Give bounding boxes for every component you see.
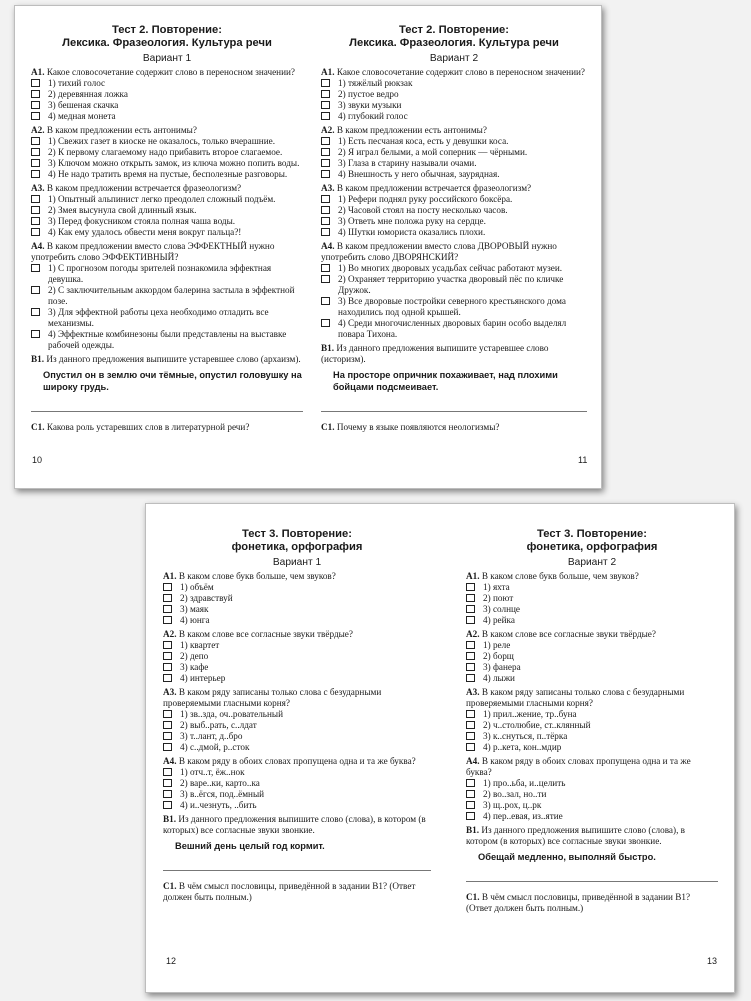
- checkbox-icon[interactable]: [31, 330, 40, 338]
- question-text: В чём смысл пословицы, приведённой в задании В1? (Ответ должен быть полным.): [466, 892, 691, 913]
- option-text: 2) ч..столюбие, ст..клянный: [483, 720, 591, 730]
- question-text: В каком предложении встречается фразеологизм?: [46, 183, 242, 193]
- question-a2: [163, 629, 431, 640]
- question-label: А1.: [31, 67, 45, 77]
- option-text: 1) про..ьба, и..целить: [483, 778, 566, 788]
- option-text: 4) юнга: [180, 615, 210, 625]
- option-text: 3) Глаза в старину называли очами.: [338, 158, 477, 168]
- answer-option[interactable]: [163, 767, 431, 778]
- checkbox-icon[interactable]: [466, 594, 475, 602]
- option-text: 1) Рефери поднял руку российского боксёра.: [338, 194, 513, 204]
- checkbox-icon[interactable]: [163, 583, 172, 591]
- option-text: 2) здравствуй: [180, 593, 233, 603]
- test-title: Тест 2. Повторение:: [111, 24, 222, 36]
- question-label: В1.: [163, 814, 177, 824]
- checkbox-icon[interactable]: [466, 605, 475, 613]
- checkbox-icon[interactable]: [466, 652, 475, 660]
- option-text: 3) т..лант, д..бро: [180, 731, 243, 741]
- question-label: А3.: [31, 183, 45, 193]
- answer-option[interactable]: [466, 789, 718, 800]
- answer-option[interactable]: [466, 615, 718, 626]
- answer-option[interactable]: [466, 640, 718, 651]
- checkbox-icon[interactable]: [321, 217, 330, 225]
- checkbox-icon[interactable]: [163, 616, 172, 624]
- answer-option[interactable]: [163, 615, 431, 626]
- answer-option[interactable]: [163, 720, 431, 731]
- checkbox-icon[interactable]: [163, 790, 172, 798]
- checkbox-icon[interactable]: [163, 663, 172, 671]
- option-text: 1) Свежих газет в киоске не оказалось, только вчерашние.: [48, 136, 275, 146]
- option-text: 2) Змея высунула свой длинный язык.: [48, 205, 197, 215]
- question-label: А1.: [163, 571, 177, 581]
- question-label: А3.: [466, 687, 480, 697]
- answer-option[interactable]: [466, 673, 718, 684]
- question-a4: [466, 756, 718, 778]
- option-text: 3) Перед фокусником стояла полная чаша воды.: [48, 216, 236, 226]
- answer-option[interactable]: [31, 194, 303, 205]
- variant-label: Вариант 2: [567, 557, 617, 568]
- variant-label: Вариант 2: [429, 53, 479, 64]
- question-text: Из данного предложения выпишите устаревшее слово (историзм).: [321, 343, 549, 364]
- checkbox-icon[interactable]: [466, 779, 475, 787]
- option-text: 1) Опытный альпинист легко преодолел сложный подъём.: [48, 194, 276, 204]
- test-title: Тест 2. Повторение:: [398, 24, 509, 36]
- answer-option[interactable]: [31, 111, 303, 122]
- question-text: В каком слове букв больше, чем звуков?: [481, 571, 639, 581]
- question-a2: [466, 629, 718, 640]
- page-11: [321, 24, 587, 433]
- answer-option[interactable]: [466, 742, 718, 753]
- answer-option[interactable]: [163, 709, 431, 720]
- option-text: 4) с..дмой, р..сток: [180, 742, 250, 752]
- answer-option[interactable]: [31, 100, 303, 111]
- answer-option[interactable]: [163, 593, 431, 604]
- divider: [321, 411, 587, 412]
- question-label: А2.: [163, 629, 177, 639]
- answer-option[interactable]: [31, 307, 303, 329]
- question-text: Из данного предложения выпишите слово (слова), в котором (в которых) все согласные звуки звонкие.: [466, 825, 685, 846]
- divider: [466, 881, 718, 882]
- option-text: 4) Как ему удалось обвести меня вокруг пальца?!: [48, 227, 242, 237]
- option-text: 2) варе..ки, карто..ка: [180, 778, 260, 788]
- answer-option[interactable]: [321, 169, 587, 180]
- answer-option[interactable]: [321, 318, 587, 340]
- answer-option[interactable]: [163, 731, 431, 742]
- checkbox-icon[interactable]: [31, 79, 40, 87]
- checkbox-icon[interactable]: [321, 112, 330, 120]
- option-text: 4) Шутки юмориста оказались плохи.: [338, 227, 486, 237]
- checkbox-icon[interactable]: [163, 743, 172, 751]
- answer-option[interactable]: [163, 582, 431, 593]
- question-a4: [163, 756, 431, 767]
- answer-option[interactable]: [466, 662, 718, 673]
- question-text: Из данного предложения выпишите слово (слова), в котором (в которых) все согласные звуки звонкие.: [163, 814, 426, 835]
- page-13: [466, 528, 718, 914]
- question-text: Какое словосочетание содержит слово в переносном значении?: [336, 67, 585, 77]
- option-text: 1) квартет: [180, 640, 220, 650]
- task-sentence: На просторе опричник похаживает, над плохими бойцами подсмеивает.: [333, 370, 558, 392]
- checkbox-icon[interactable]: [321, 319, 330, 327]
- page-number: 10: [32, 455, 43, 465]
- answer-option[interactable]: [31, 158, 303, 169]
- checkbox-icon[interactable]: [466, 663, 475, 671]
- answer-option[interactable]: [31, 89, 303, 100]
- option-text: 3) Для эффектной работы цеха необходимо отладить все механизмы.: [48, 307, 269, 328]
- variant-label: Вариант 1: [142, 53, 192, 64]
- answer-option[interactable]: [321, 205, 587, 216]
- checkbox-icon[interactable]: [321, 79, 330, 87]
- checkbox-icon[interactable]: [466, 674, 475, 682]
- option-text: 1) отч..т, ёж..нок: [180, 767, 245, 777]
- checkbox-icon[interactable]: [163, 674, 172, 682]
- option-text: 4) Внешность у него обычная, заурядная.: [338, 169, 500, 179]
- question-text: В каком предложении встречается фразеологизм?: [336, 183, 532, 193]
- answer-option[interactable]: [466, 604, 718, 615]
- question-text: В каком ряду записаны только слова с безударными проверяемыми гласными корня?: [466, 687, 685, 708]
- checkbox-icon[interactable]: [163, 801, 172, 809]
- answer-option[interactable]: [321, 263, 587, 274]
- question-c1: [466, 892, 718, 914]
- option-text: 2) выб..рать, с..лдат: [180, 720, 257, 730]
- option-text: 4) и..чезнуть, ..бить: [180, 800, 257, 810]
- question-label: А4.: [163, 756, 177, 766]
- option-text: 1) зв..зда, оч..ровательный: [180, 709, 284, 719]
- answer-option[interactable]: [31, 227, 303, 238]
- question-label: А2.: [466, 629, 480, 639]
- checkbox-icon[interactable]: [31, 170, 40, 178]
- answer-option[interactable]: [31, 78, 303, 89]
- option-text: 3) щ..рох, ц..рк: [483, 800, 542, 810]
- checkbox-icon[interactable]: [466, 801, 475, 809]
- checkbox-icon[interactable]: [466, 812, 475, 820]
- task-sentence: Опустил он в землю очи тёмные, опустил головушку на широку грудь.: [43, 370, 302, 392]
- book-spread-test-3: [145, 503, 735, 993]
- option-text: 4) Не надо тратить время на пустые, бесполезные разговоры.: [48, 169, 288, 179]
- question-text: Какова роль устаревших слов в литературной речи?: [46, 422, 250, 432]
- answer-option[interactable]: [466, 720, 718, 731]
- question-c1: [321, 422, 587, 433]
- divider: [163, 870, 431, 871]
- option-text: 3) к..снуться, п..тёрка: [483, 731, 568, 741]
- checkbox-icon[interactable]: [466, 710, 475, 718]
- option-text: 3) бешеная скачка: [48, 100, 119, 110]
- option-text: 3) фанера: [483, 662, 521, 672]
- checkbox-icon[interactable]: [163, 779, 172, 787]
- answer-option[interactable]: [466, 651, 718, 662]
- answer-option[interactable]: [321, 274, 587, 296]
- checkbox-icon[interactable]: [321, 101, 330, 109]
- test-subtitle: Лексика. Фразеология. Культура речи: [349, 37, 559, 49]
- checkbox-icon[interactable]: [163, 710, 172, 718]
- option-text: 1) яхта: [483, 582, 510, 592]
- option-text: 4) лыжи: [483, 673, 515, 683]
- question-a1: [321, 67, 587, 78]
- question-text: В каком слове букв больше, чем звуков?: [178, 571, 336, 581]
- task-sentence: Обещай медленно, выполняй быстро.: [478, 852, 656, 862]
- answer-option[interactable]: [31, 285, 303, 307]
- question-a1: [31, 67, 303, 78]
- option-text: 1) реле: [483, 640, 511, 650]
- answer-option[interactable]: [163, 789, 431, 800]
- question-a3: [466, 687, 718, 709]
- question-b1: [163, 814, 431, 836]
- question-text: В каком ряду записаны только слова с безударными проверяемыми гласными корня?: [163, 687, 382, 708]
- checkbox-icon[interactable]: [321, 228, 330, 236]
- question-a3: [321, 183, 587, 194]
- answer-option[interactable]: [321, 216, 587, 227]
- option-text: 2) К первому слагаемому надо прибавить второе слагаемое.: [48, 147, 283, 157]
- question-label: С1.: [31, 422, 45, 432]
- option-text: 3) маяк: [180, 604, 209, 614]
- option-text: 1) прил..жение, тр..буна: [483, 709, 577, 719]
- option-text: 1) объём: [180, 582, 214, 592]
- checkbox-icon[interactable]: [321, 90, 330, 98]
- option-text: 2) С заключительным аккордом балерина застыла в эффектной позе.: [48, 285, 295, 306]
- answer-option[interactable]: [163, 662, 431, 673]
- checkbox-icon[interactable]: [31, 101, 40, 109]
- checkbox-icon[interactable]: [163, 594, 172, 602]
- option-text: 1) тихий голос: [48, 78, 106, 88]
- answer-option[interactable]: [466, 778, 718, 789]
- question-a4: [31, 241, 303, 263]
- checkbox-icon[interactable]: [321, 195, 330, 203]
- answer-option[interactable]: [466, 709, 718, 720]
- answer-option[interactable]: [163, 742, 431, 753]
- option-text: 3) Все дворовые постройки северного крестьянского дома находились под одной крышей.: [338, 296, 566, 317]
- option-text: 1) Есть песчаная коса, есть у девушки коса.: [338, 136, 509, 146]
- answer-option[interactable]: [31, 169, 303, 180]
- option-text: 4) рейка: [483, 615, 515, 625]
- question-text: В каком предложении есть антонимы?: [46, 125, 197, 135]
- checkbox-icon[interactable]: [163, 652, 172, 660]
- checkbox-icon[interactable]: [466, 616, 475, 624]
- option-text: 1) С прогнозом погоды зрителей познакомила эффектная девушка.: [48, 263, 272, 284]
- test-title: Тест 3. Повторение:: [241, 528, 352, 540]
- question-label: А3.: [321, 183, 335, 193]
- divider: [31, 411, 303, 412]
- answer-option[interactable]: [321, 111, 587, 122]
- option-text: 2) депо: [180, 651, 209, 661]
- option-text: 2) борщ: [483, 651, 514, 661]
- answer-option[interactable]: [321, 147, 587, 158]
- page-number: 13: [707, 956, 718, 966]
- question-label: А4.: [466, 756, 480, 766]
- question-b1: [321, 343, 587, 365]
- answer-option[interactable]: [466, 731, 718, 742]
- answer-option[interactable]: [163, 778, 431, 789]
- question-text: В каком предложении есть антонимы?: [336, 125, 487, 135]
- checkbox-icon[interactable]: [321, 170, 330, 178]
- checkbox-icon[interactable]: [321, 137, 330, 145]
- question-text: В каком предложении вместо слова ЭФФЕКТНЫЙ нужно употребить слово ЭФФЕКТИВНЫЙ?: [31, 241, 275, 262]
- question-label: А1.: [321, 67, 335, 77]
- option-text: 4) Среди многочисленных дворовых барин особо выделял повара Тихона.: [338, 318, 567, 339]
- option-text: 4) р..кета, кон..мдир: [483, 742, 562, 752]
- option-text: 1) тяжёлый рюкзак: [338, 78, 413, 88]
- question-a3: [31, 183, 303, 194]
- checkbox-icon[interactable]: [163, 605, 172, 613]
- answer-option[interactable]: [466, 582, 718, 593]
- page-number: 11: [578, 455, 588, 465]
- option-text: 4) глубокий голос: [338, 111, 408, 121]
- answer-option[interactable]: [321, 296, 587, 318]
- answer-option[interactable]: [321, 194, 587, 205]
- answer-option[interactable]: [31, 263, 303, 285]
- test-subtitle: Лексика. Фразеология. Культура речи: [62, 37, 272, 49]
- question-label: В1.: [321, 343, 335, 353]
- checkbox-icon[interactable]: [31, 195, 40, 203]
- question-a1: [466, 571, 718, 582]
- checkbox-icon[interactable]: [163, 732, 172, 740]
- answer-option[interactable]: [321, 136, 587, 147]
- option-text: 2) пустое ведро: [338, 89, 399, 99]
- option-text: 3) солнце: [483, 604, 520, 614]
- page-10: [31, 24, 303, 433]
- answer-option[interactable]: [163, 640, 431, 651]
- option-text: 2) поют: [483, 593, 514, 603]
- checkbox-icon[interactable]: [321, 148, 330, 156]
- answer-option[interactable]: [163, 604, 431, 615]
- answer-option[interactable]: [31, 136, 303, 147]
- question-label: С1.: [466, 892, 480, 902]
- question-a2: [321, 125, 587, 136]
- checkbox-icon[interactable]: [466, 641, 475, 649]
- test-subtitle: фонетика, орфография: [231, 541, 363, 553]
- option-text: 4) Эффектные комбинезоны были представлены на выставке рабочей одежды.: [48, 329, 287, 350]
- answer-option[interactable]: [31, 329, 303, 351]
- question-text: В каком слове все согласные звуки твёрдые?: [178, 629, 353, 639]
- option-text: 2) Охраняет территорию участка дворовый пёс по кличке Дружок.: [338, 274, 564, 295]
- checkbox-icon[interactable]: [321, 206, 330, 214]
- option-text: 3) Ответь мне положа руку на сердце.: [338, 216, 486, 226]
- question-text: Какое словосочетание содержит слово в переносном значении?: [46, 67, 295, 77]
- checkbox-icon[interactable]: [321, 275, 330, 283]
- question-a1: [163, 571, 431, 582]
- question-label: А4.: [31, 241, 45, 251]
- question-b1: [31, 354, 303, 365]
- question-a2: [31, 125, 303, 136]
- answer-option[interactable]: [466, 593, 718, 604]
- checkbox-icon[interactable]: [466, 790, 475, 798]
- question-label: А2.: [31, 125, 45, 135]
- answer-option[interactable]: [321, 78, 587, 89]
- answer-option[interactable]: [31, 216, 303, 227]
- option-text: 3) в..ёгся, под..ёмный: [180, 789, 265, 799]
- option-text: 3) Ключом можно открыть замок, из ключа можно попить воды.: [48, 158, 300, 168]
- question-a3: [163, 687, 431, 709]
- option-text: 4) пер..евая, из..ятие: [483, 811, 563, 821]
- answer-option[interactable]: [163, 651, 431, 662]
- test-subtitle: фонетика, орфография: [526, 541, 658, 553]
- checkbox-icon[interactable]: [31, 112, 40, 120]
- question-c1: [163, 881, 431, 903]
- option-text: 4) интерьер: [180, 673, 226, 683]
- variant-label: Вариант 1: [272, 557, 322, 568]
- option-text: 1) Во многих дворовых усадьбах сейчас работают музеи.: [338, 263, 563, 273]
- option-text: 2) деревянная ложка: [48, 89, 128, 99]
- checkbox-icon[interactable]: [31, 286, 40, 294]
- option-text: 2) Часовой стоял на посту несколько часов.: [338, 205, 508, 215]
- checkbox-icon[interactable]: [163, 721, 172, 729]
- checkbox-icon[interactable]: [466, 721, 475, 729]
- checkbox-icon[interactable]: [466, 583, 475, 591]
- page-12: [163, 528, 431, 903]
- question-text: В каком предложении вместо слова ДВОРОВЫЙ нужно употребить слово ДВОРЯНСКИЙ?: [321, 241, 557, 262]
- checkbox-icon[interactable]: [31, 308, 40, 316]
- question-text: В каком ряду в обоих словах пропущена одна и та же буква?: [466, 756, 691, 777]
- checkbox-icon[interactable]: [321, 297, 330, 305]
- test-title: Тест 3. Повторение:: [536, 528, 647, 540]
- question-label: А2.: [321, 125, 335, 135]
- question-label: В1.: [31, 354, 45, 364]
- question-label: А3.: [163, 687, 177, 697]
- answer-option[interactable]: [321, 227, 587, 238]
- question-text: В каком слове все согласные звуки твёрдые?: [481, 629, 656, 639]
- checkbox-icon[interactable]: [466, 732, 475, 740]
- checkbox-icon[interactable]: [321, 159, 330, 167]
- answer-option[interactable]: [31, 147, 303, 158]
- question-label: В1.: [466, 825, 480, 835]
- checkbox-icon[interactable]: [31, 159, 40, 167]
- answer-option[interactable]: [163, 673, 431, 684]
- checkbox-icon[interactable]: [31, 90, 40, 98]
- question-label: А1.: [466, 571, 480, 581]
- question-label: С1.: [321, 422, 335, 432]
- answer-option[interactable]: [31, 205, 303, 216]
- answer-option[interactable]: [321, 100, 587, 111]
- option-text: 2) Я играл белыми, а мой соперник — чёрными.: [338, 147, 528, 157]
- answer-option[interactable]: [466, 800, 718, 811]
- answer-option[interactable]: [466, 811, 718, 822]
- checkbox-icon[interactable]: [31, 228, 40, 236]
- question-label: А4.: [321, 241, 335, 251]
- question-text: Почему в языке появляются неологизмы?: [336, 422, 500, 432]
- checkbox-icon[interactable]: [31, 217, 40, 225]
- question-text: В каком ряду в обоих словах пропущена одна и та же буква?: [178, 756, 416, 766]
- answer-option[interactable]: [321, 158, 587, 169]
- checkbox-icon[interactable]: [466, 743, 475, 751]
- checkbox-icon[interactable]: [31, 148, 40, 156]
- book-spread-test-2: [14, 5, 602, 489]
- option-text: 3) кафе: [180, 662, 209, 672]
- checkbox-icon[interactable]: [321, 264, 330, 272]
- checkbox-icon[interactable]: [163, 641, 172, 649]
- checkbox-icon[interactable]: [31, 206, 40, 214]
- checkbox-icon[interactable]: [163, 768, 172, 776]
- checkbox-icon[interactable]: [31, 264, 40, 272]
- answer-option[interactable]: [321, 89, 587, 100]
- question-a4: [321, 241, 587, 263]
- page-number: 12: [166, 956, 177, 966]
- question-text: В чём смысл пословицы, приведённой в задании В1? (Ответ должен быть полным.): [163, 881, 416, 902]
- question-b1: [466, 825, 718, 847]
- option-text: 3) звуки музыки: [338, 100, 402, 110]
- answer-option[interactable]: [163, 800, 431, 811]
- question-text: Из данного предложения выпишите устаревшее слово (архаизм).: [46, 354, 301, 364]
- question-c1: [31, 422, 303, 433]
- option-text: 2) во..зал, но..ти: [483, 789, 547, 799]
- option-text: 4) медная монета: [48, 111, 116, 121]
- checkbox-icon[interactable]: [31, 137, 40, 145]
- task-sentence: Вешний день целый год кормит.: [175, 841, 325, 851]
- question-label: С1.: [163, 881, 177, 891]
